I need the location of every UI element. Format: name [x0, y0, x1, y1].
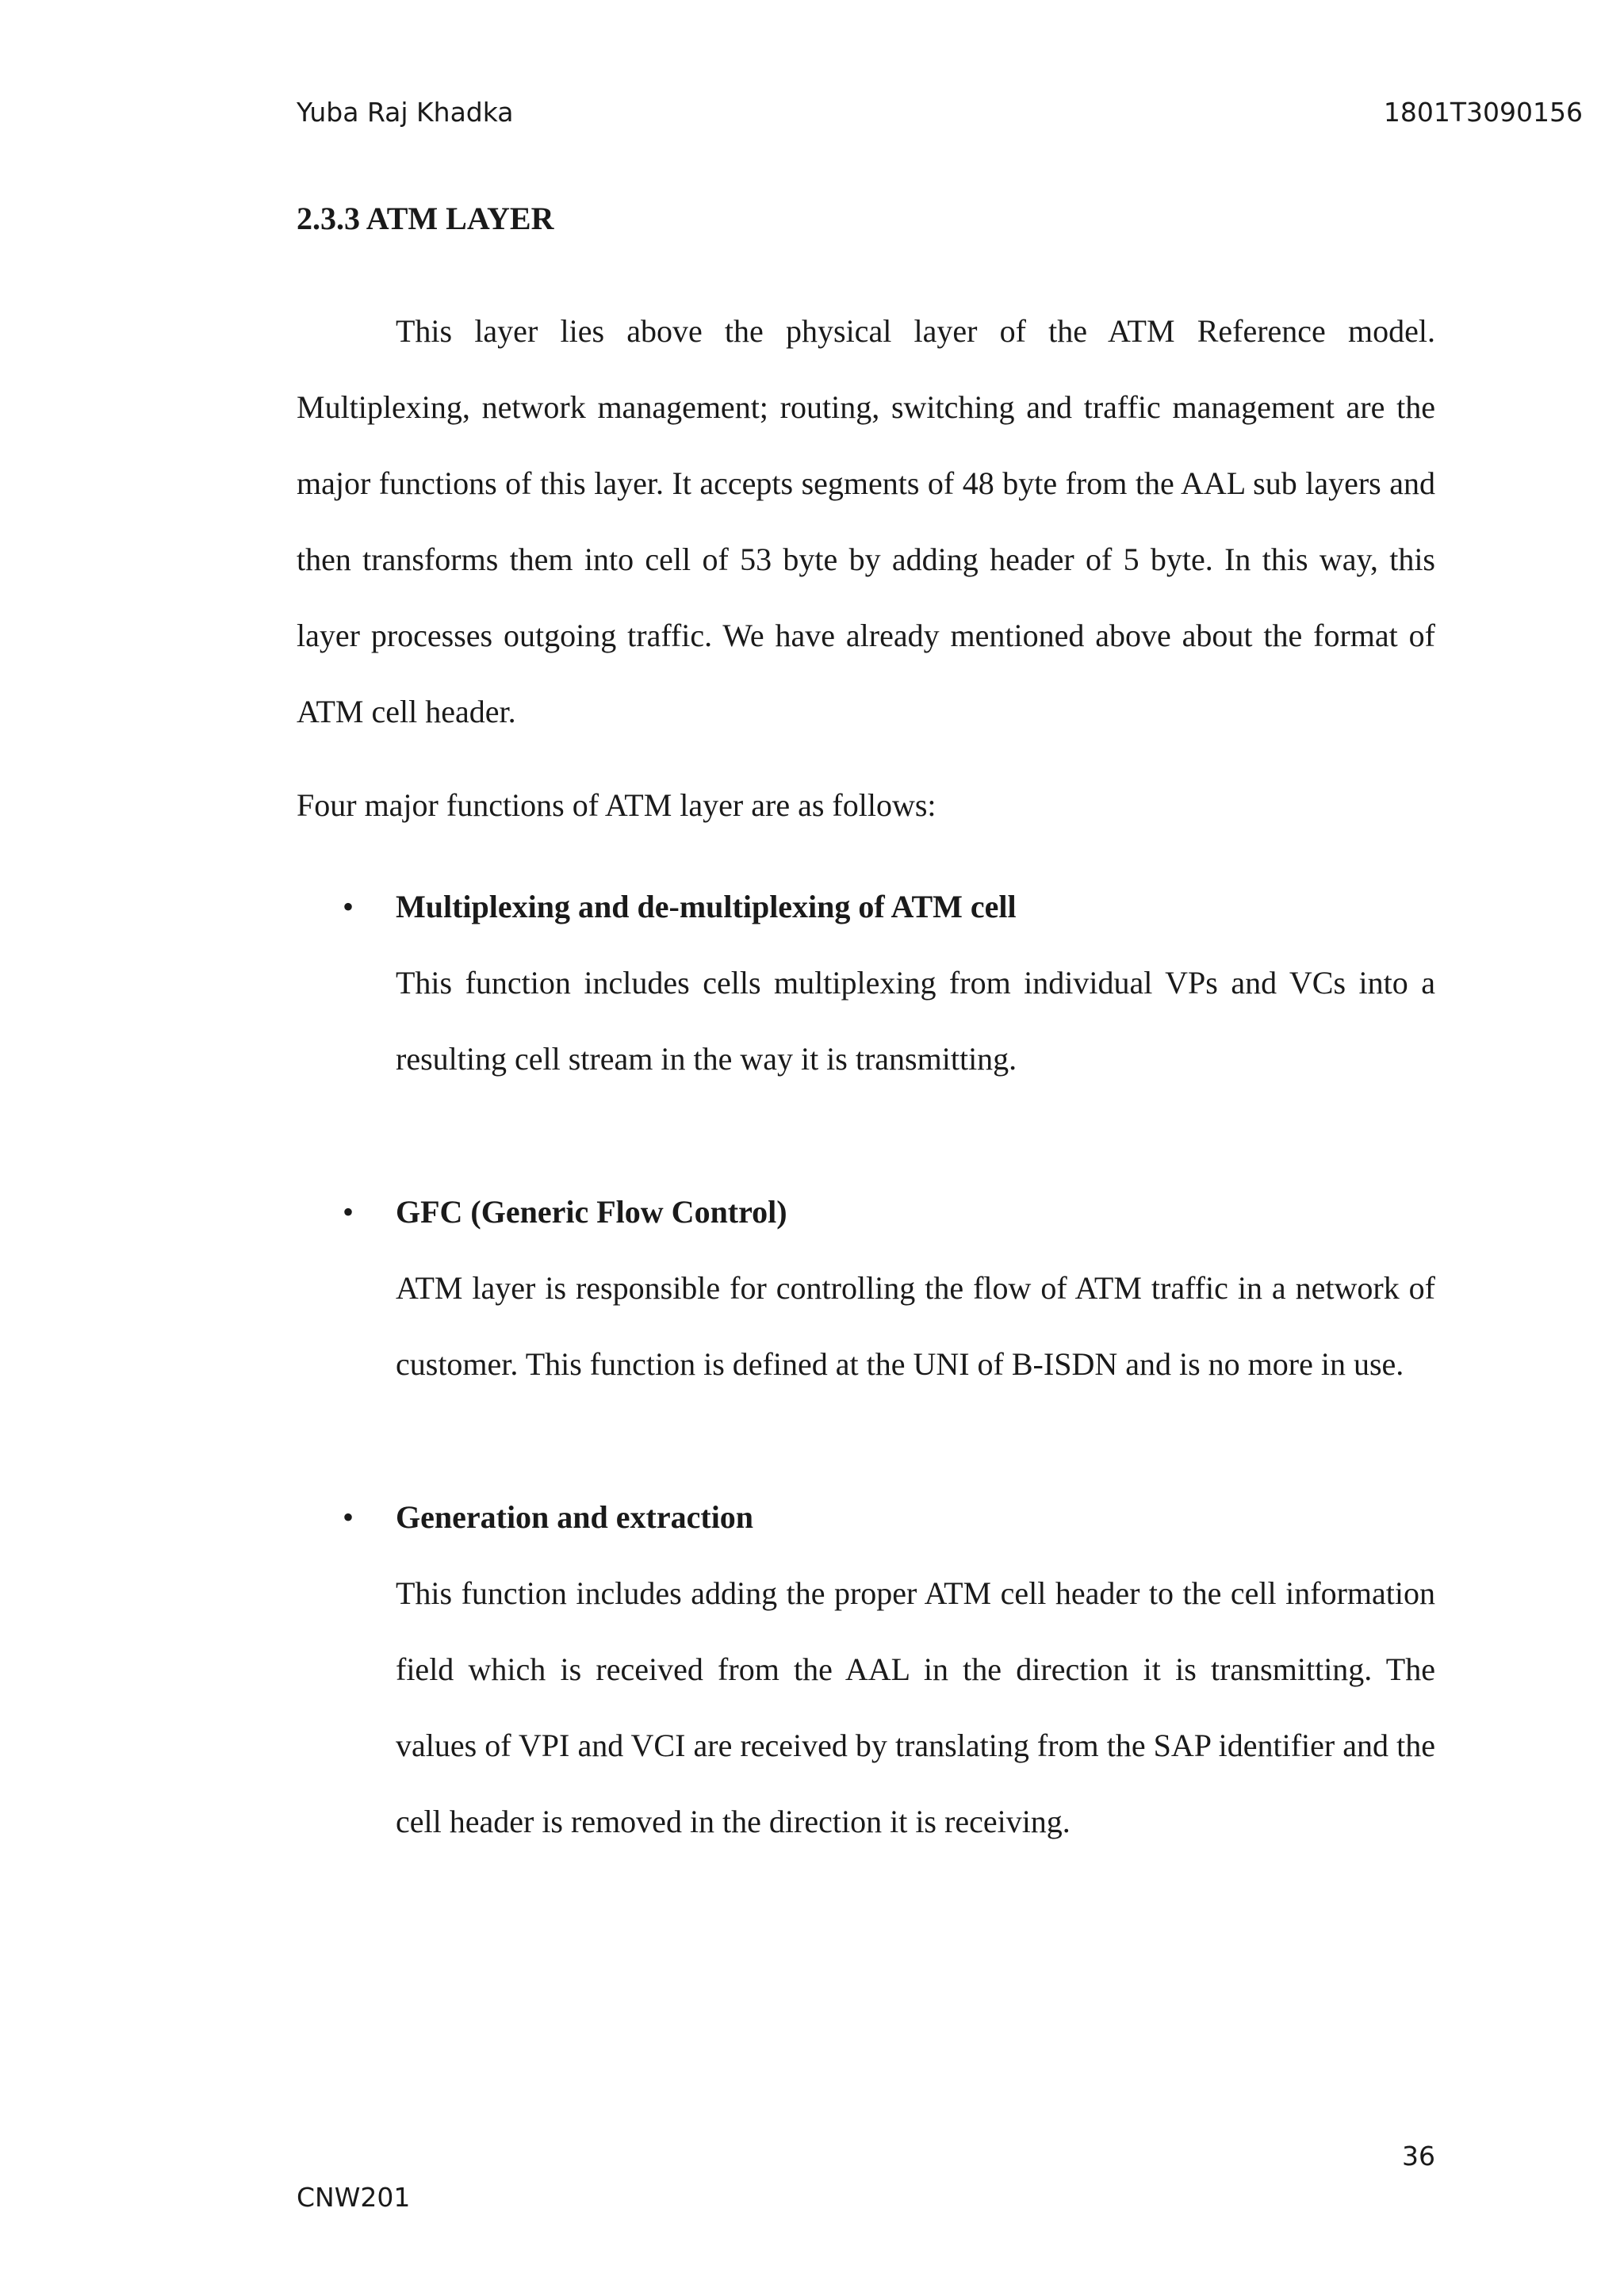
- bullet-title: GFC (Generic Flow Control): [396, 1194, 787, 1230]
- page-number: 36: [1402, 2141, 1435, 2172]
- bullet-body: This function includes cells multiplexing from individual VPs and VCs into a resulting cell stream in the way it is transmitting.: [396, 965, 1435, 1077]
- bullet-item-multiplexing: [396, 869, 1435, 1097]
- header-author: Yuba Raj Khadka: [297, 97, 514, 128]
- header-id: 1801T3090156: [1383, 97, 1583, 128]
- bullet-body: This function includes adding the proper ATM cell header to the cell information field which is received from the AAL in the direction it is transmitting. The values of VPI and VCI are received by translating from the SAP identifier and the cell header is removed in the direction it is receiving.: [396, 1575, 1435, 1839]
- bullet-body: ATM layer is responsible for controlling the flow of ATM traffic in a network of customer. This function is defined at the UNI of B-ISDN and is no more in use.: [396, 1270, 1435, 1382]
- bullet-marker: •: [343, 1194, 354, 1230]
- bullet-marker: •: [343, 889, 354, 924]
- section-heading: 2.3.3 ATM LAYER: [297, 201, 554, 236]
- bullet-title: Multiplexing and de-multiplexing of ATM cell: [396, 889, 1017, 924]
- section-paragraph: This layer lies above the physical layer of the ATM Reference model. Multiplexing, network management; routing, switching and traffic management are the major functions of this layer. It accepts segments of 48 byte from the AAL sub layers and then transforms them into cell of 53 byte by adding header of 5 byte. In this way, this layer processes outgoing traffic. We have already mentioned above about the format of ATM cell header.: [297, 313, 1435, 729]
- bullet-item-gfc: [396, 1174, 1435, 1402]
- bullet-title: Generation and extraction: [396, 1499, 754, 1535]
- bullet-marker: •: [343, 1499, 354, 1535]
- bullet-item-generation: [396, 1479, 1435, 1860]
- functions-intro: Four major functions of ATM layer are as follows:: [297, 787, 936, 823]
- course-code: CNW201: [297, 2182, 411, 2213]
